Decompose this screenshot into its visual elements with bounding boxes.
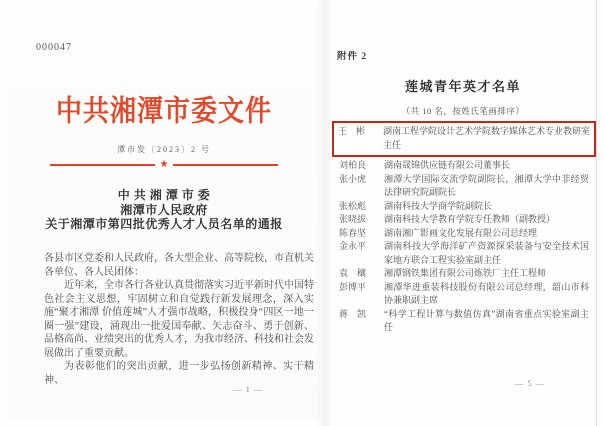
- talent-name: 张松彪: [339, 200, 367, 211]
- document-title: [8, 188, 320, 232]
- talent-entry: [339, 308, 589, 335]
- talent-name: 张小虎: [339, 173, 367, 184]
- talent-description: 湖南科技大学教育学院专任教师（副教授）: [384, 214, 556, 224]
- talent-name: 彭博平: [339, 281, 367, 292]
- document-title-line-2: 湘潭市人民政府: [120, 202, 208, 217]
- attachment-label: 附件 2: [337, 52, 368, 62]
- serial-number-stamp: 000047: [36, 42, 72, 53]
- body-paragraph-2: 为表彰他们的突出贡献，进一步弘扬创新精神、实干精神、: [44, 361, 314, 386]
- talent-entry: [339, 240, 589, 267]
- talent-list: [339, 124, 589, 335]
- talent-description: 湖南科技大学商学院副院长: [384, 200, 493, 211]
- talent-description: “科学工程计算与数值仿真”湖南省重点实验室副主任: [384, 308, 589, 332]
- talent-entry: [339, 267, 589, 281]
- left-page: [8, 6, 320, 418]
- talent-description: 湖南湘广影画文化发展有限公司总经理: [384, 227, 538, 238]
- talent-entry: [339, 227, 589, 241]
- red-divider: [50, 160, 278, 170]
- talent-entry-highlighted: [332, 121, 596, 157]
- talent-name: 袁 穰: [339, 268, 367, 278]
- issue-number: 潭市发〔2023〕2 号: [117, 145, 211, 154]
- talent-entry: [339, 200, 589, 214]
- talent-name: 刘柏良: [339, 160, 367, 170]
- left-page-number: — 1 —: [233, 384, 264, 394]
- talent-name: 陈春坚: [339, 227, 367, 238]
- body-paragraph-salutation: 各县市区党委和人民政府，各大型企业、高等院校，市直机关各单位、各人民团体：: [44, 253, 314, 278]
- talent-description: 湖南工程学院设计艺术学院数字媒体艺术专业教研室主任: [383, 126, 591, 150]
- star-icon: ★: [159, 159, 169, 170]
- talent-name: 金永平: [339, 241, 367, 251]
- talent-entry: [339, 159, 589, 173]
- right-page: [330, 0, 597, 426]
- talent-list-title: 莲城青年英才名单: [404, 79, 521, 94]
- talent-name: 蒋 凯: [339, 308, 367, 319]
- talent-description: 湘潭华进重装科技股份有限公司总经理，韶山市科协兼职副主席: [384, 281, 589, 305]
- right-page-number: — 5 —: [514, 378, 546, 388]
- body-paragraph-1: 近年来，全市各行各业认真贯彻落实习近平新时代中国特色社会主义思想，牢固树立和自觉践行新发展理念，深入实施“聚才湘潭 价值莲城”人才强市战略，积极投身“四区一地一圈一强”建设，涌现出一批爱国奉献、矢志奋斗、勇于创新、品格高尚、业绩突出的优秀人才，为我市经济、科技和社会发展做出了重要贡献。: [44, 280, 314, 359]
- divider-line-left: [50, 164, 155, 166]
- document-title-line-1: 中 共 湘 潭 市 委: [117, 188, 211, 202]
- talent-description: 湖南科技大学海洋矿产资源探采装备与安全技术国家地方联合工程实验室副主任: [384, 241, 589, 265]
- document-body: [44, 252, 314, 387]
- talent-description: 湘潭大学国际交流学院副院长，湘潭大学中非经贸法律研究院副院长: [384, 173, 589, 197]
- talent-description: 湖南晟锦供应链有限公司董事长: [384, 160, 511, 170]
- talent-description: 湘潭钢铁集团有限公司炼铁厂主任工程师: [384, 268, 547, 278]
- talent-entry: [339, 281, 589, 308]
- document-title-line-3: 关于湘潭市第四批优秀人才人员名单的通报: [45, 217, 283, 231]
- talent-entry: [339, 213, 589, 227]
- masthead-title: 中共湘潭市委文件: [55, 93, 272, 127]
- divider-line-right: [173, 164, 278, 166]
- talent-name: 张晓拔: [339, 214, 367, 224]
- talent-list-subtitle: （共 10 名，按姓氏笔画排序）: [401, 106, 525, 116]
- talent-entry: [339, 173, 589, 200]
- talent-name: 王 彬: [338, 126, 366, 136]
